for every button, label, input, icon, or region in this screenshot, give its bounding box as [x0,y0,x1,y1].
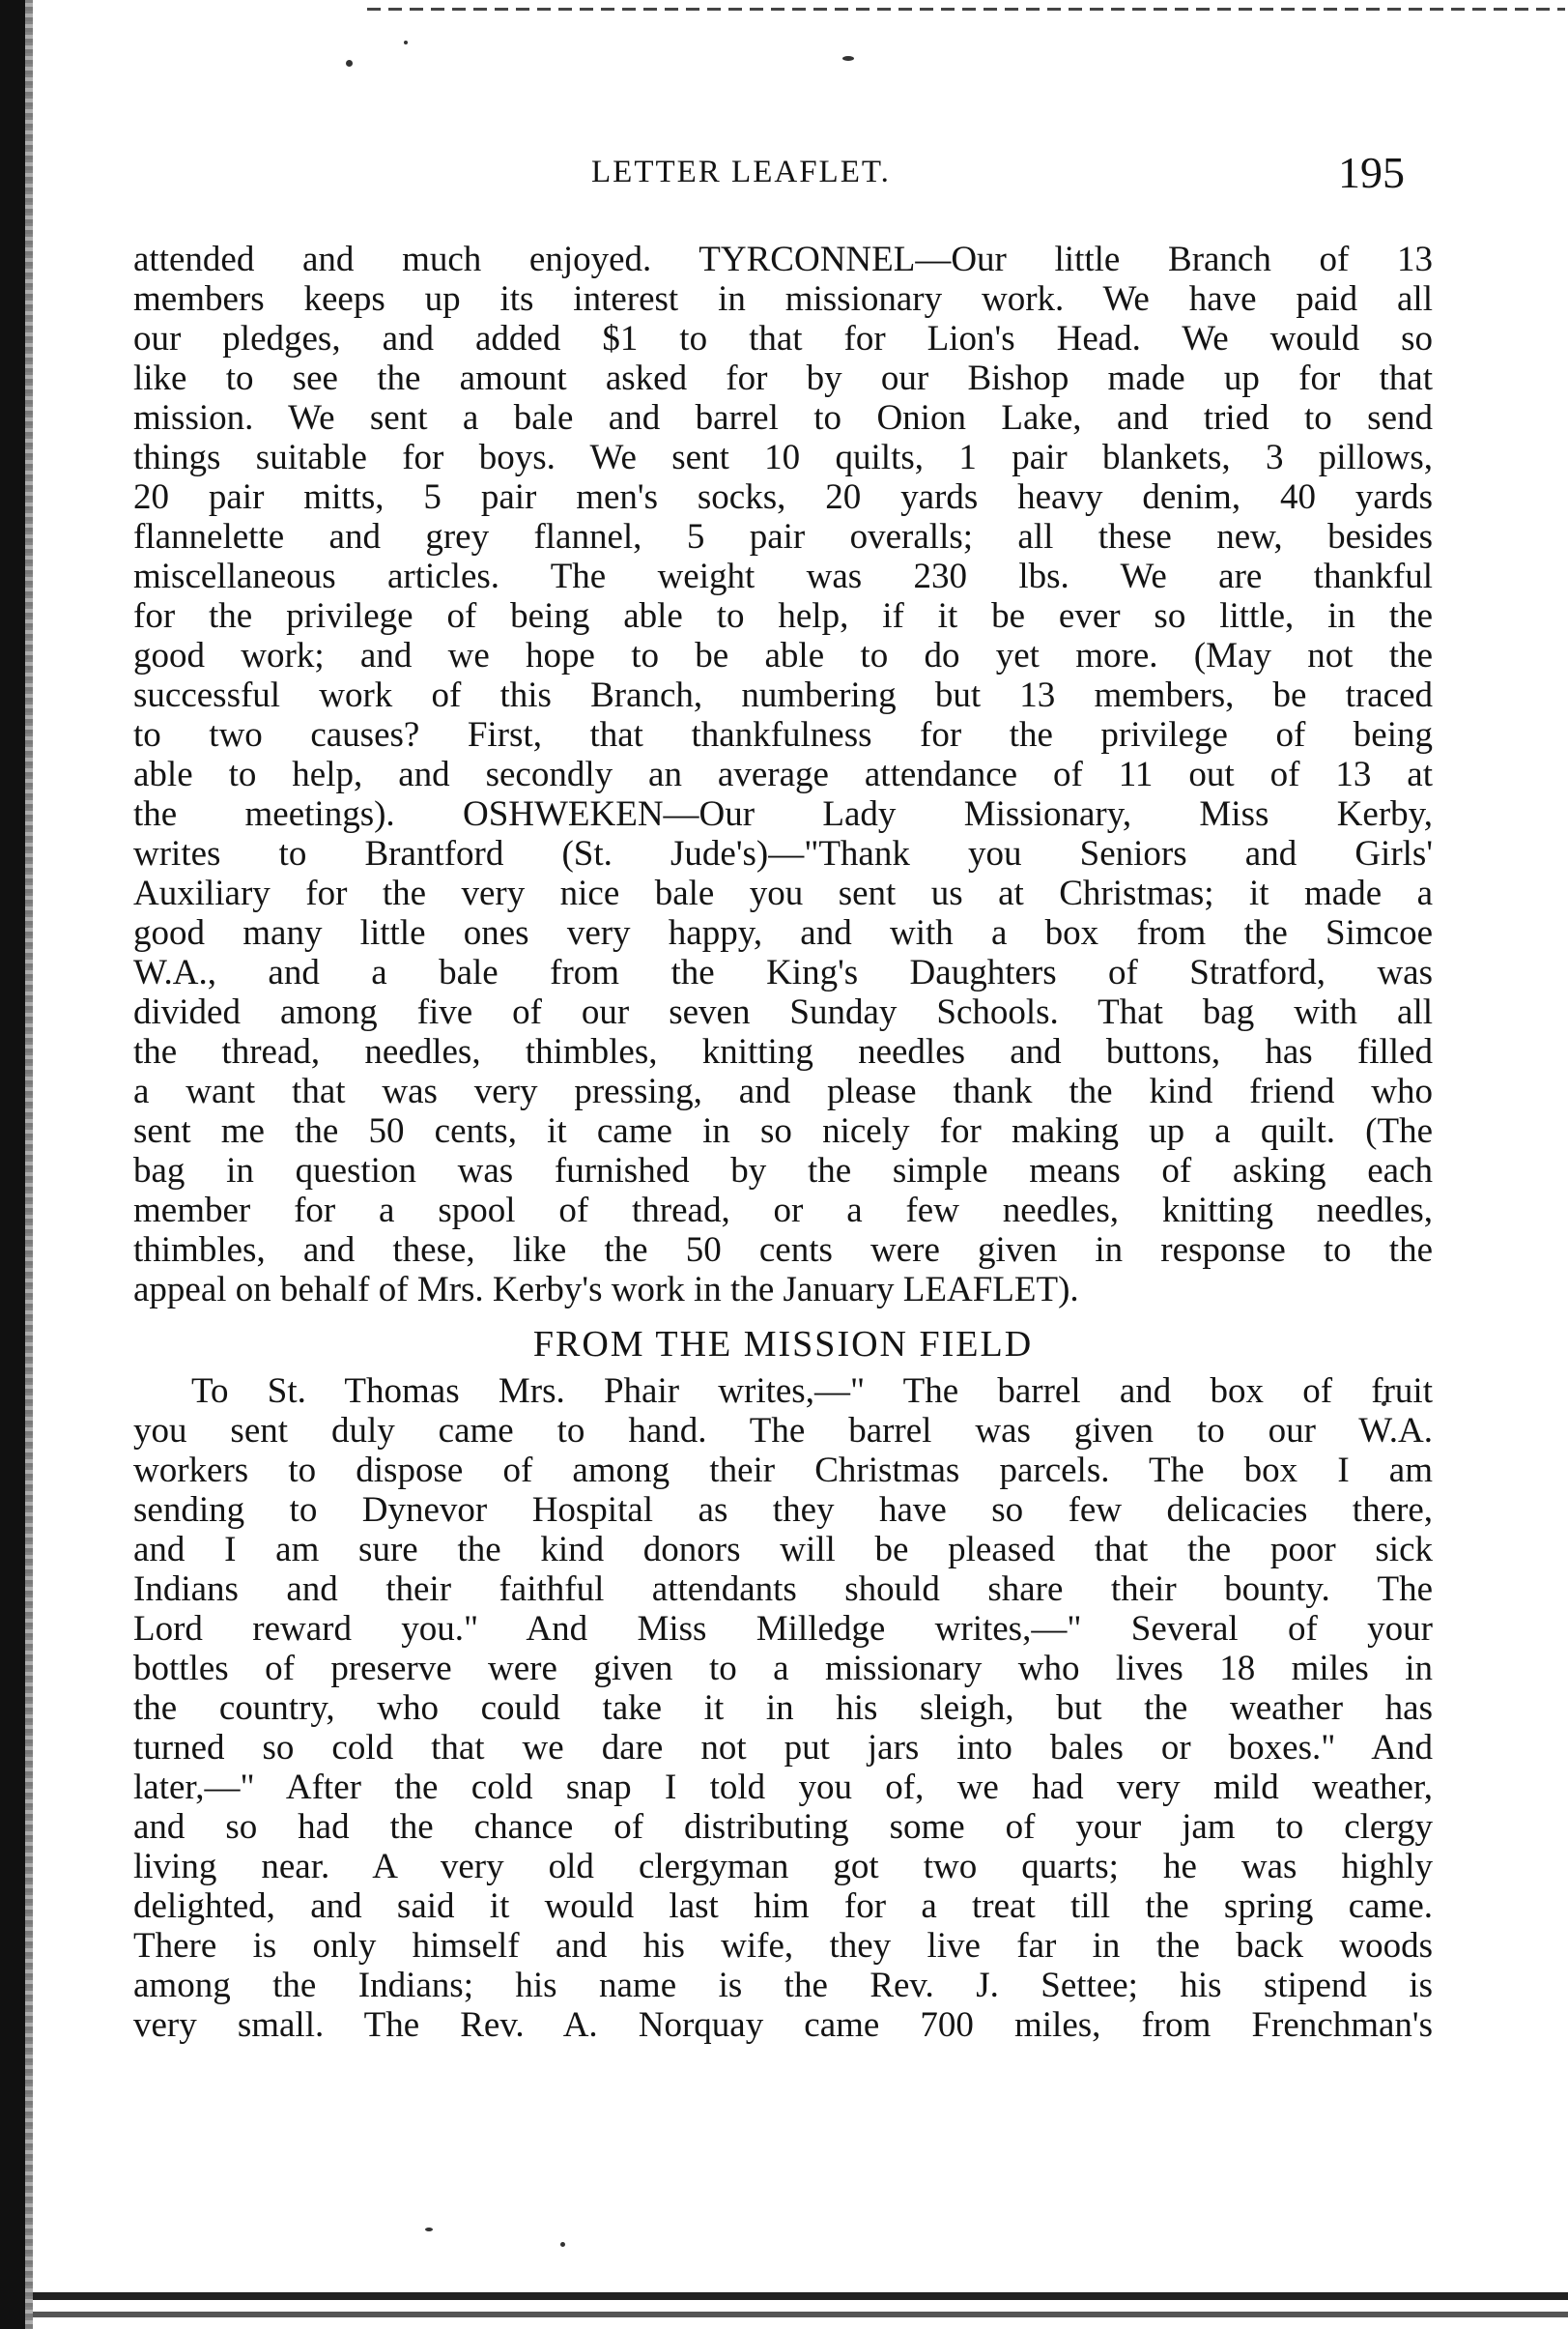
mission-field-paragraph [133,1371,1433,2045]
scan-speck [404,41,408,44]
text-line: successful work of this Branch, numbering but 13 members, be traced [133,676,1433,715]
text-line: like to see the amount asked for by our Bishop made up for that [133,359,1433,398]
text-line: very small. The Rev. A. Norquay came 700 miles, from Frenchman's [133,2005,1433,2045]
section-heading: FROM THE MISSION FIELD [532,1324,1034,1365]
bottom-scan-rule-lower [33,2312,1568,2317]
page-edge-dark-border [0,0,25,2329]
text-line: Indians and their faithful attendants should share their bounty. The [133,1569,1433,1609]
branch-reports-paragraph [133,240,1433,1309]
text-line: 20 pair mitts, 5 pair men's socks, 20 yards heavy denim, 40 yards [133,477,1433,517]
text-line: divided among five of our seven Sunday Schools. That bag with all [133,992,1433,1032]
text-line: member for a spool of thread, or a few needles, knitting needles, [133,1191,1433,1230]
text-line: good work; and we hope to be able to do yet more. (May not the [133,636,1433,676]
text-line: Auxiliary for the very nice bale you sent us at Christmas; it made a [133,874,1433,913]
page-number: 195 [1338,148,1405,197]
bottom-scan-rule [33,2292,1568,2300]
text-line: later,—" After the cold snap I told you of, we had very mild weather, [133,1768,1433,1807]
scan-speck [425,2228,433,2231]
page-body [133,240,1433,2045]
text-line: flannelette and grey flannel, 5 pair overalls; all these new, besides [133,517,1433,557]
text-line: the thread, needles, thimbles, knitting needles and buttons, has filled [133,1032,1433,1072]
text-line: attended and much enjoyed. TYRCONNEL—Our little Branch of 13 [133,240,1433,279]
text-line: and I am sure the kind donors will be pleased that the poor sick [133,1530,1433,1569]
text-line: To St. Thomas Mrs. Phair writes,—" The barrel and box of fruit [191,1371,1433,1411]
text-line: the country, who could take it in his sleigh, but the weather has [133,1688,1433,1728]
text-line: bag in question was furnished by the simple means of asking each [133,1151,1433,1191]
text-line: sending to Dynevor Hospital as they have so few delicacies there, [133,1490,1433,1530]
text-line: for the privilege of being able to help, if it be ever so little, in the [133,596,1433,636]
running-head-title: LETTER LEAFLET. [591,155,891,189]
text-line: living near. A very old clergyman got two quarts; he was highly [133,1847,1433,1886]
text-line: able to help, and secondly an average attendance of 11 out of 13 at [133,755,1433,794]
text-line: the meetings). OSHWEKEN—Our Lady Missionary, Miss Kerby, [133,794,1433,834]
text-line: Lord reward you." And Miss Milledge writes,—" Several of your [133,1609,1433,1649]
text-line: our pledges, and added $1 to that for Lion's Head. We would so [133,319,1433,359]
text-line: among the Indians; his name is the Rev. J. Settee; his stipend is [133,1966,1433,2005]
text-line: a want that was very pressing, and please thank the kind friend who [133,1072,1433,1111]
text-line: good many little ones very happy, and with a box from the Simcoe [133,913,1433,953]
text-line: writes to Brantford (St. Jude's)—"Thank you Seniors and Girls' [133,834,1433,874]
scan-speck [842,56,854,61]
text-line: members keeps up its interest in missionary work. We have paid all [133,279,1433,319]
text-line: to two causes? First, that thankfulness for the privilege of being [133,715,1433,755]
text-line: turned so cold that we dare not put jars into bales or boxes." And [133,1728,1433,1768]
scan-speck [346,60,353,67]
text-line: things suitable for boys. We sent 10 quilts, 1 pair blankets, 3 pillows, [133,438,1433,477]
text-line: There is only himself and his wife, they live far in the back woods [133,1926,1433,1966]
text-line: sent me the 50 cents, it came in so nicely for making up a quilt. (The [133,1111,1433,1151]
text-line: thimbles, and these, like the 50 cents were given in response to the [133,1230,1433,1270]
page-edge-texture [25,0,33,2329]
text-line: workers to dispose of among their Christmas parcels. The box I am [133,1451,1433,1490]
text-line: and so had the chance of distributing some of your jam to clergy [133,1807,1433,1847]
text-line: delighted, and said it would last him for a treat till the spring came. [133,1886,1433,1926]
text-line: appeal on behalf of Mrs. Kerby's work in the January LEAFLET). [133,1270,1079,1309]
text-line: mission. We sent a bale and barrel to Onion Lake, and tried to send [133,398,1433,438]
top-scan-rule [367,8,1565,11]
text-line: W.A., and a bale from the King's Daughters of Stratford, was [133,953,1433,992]
text-line: you sent duly came to hand. The barrel was given to our W.A. [133,1411,1433,1451]
text-line: bottles of preserve were given to a missionary who lives 18 miles in [133,1649,1433,1688]
scan-speck [560,2242,565,2247]
text-line: miscellaneous articles. The weight was 230 lbs. We are thankful [133,557,1433,596]
